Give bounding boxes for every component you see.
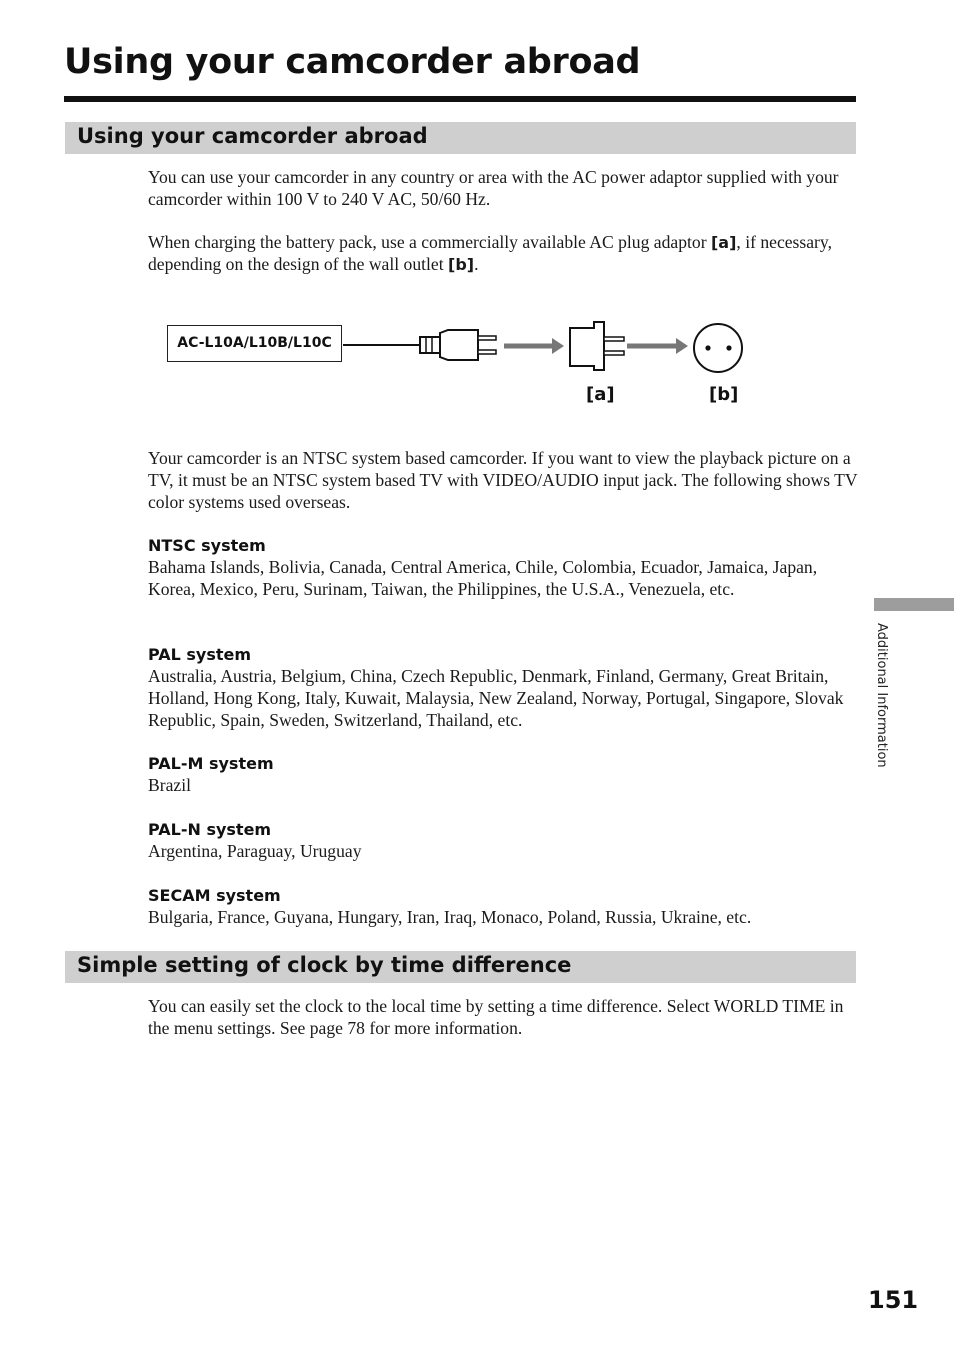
tv-system-countries: Brazil <box>148 775 191 795</box>
page-title: Using your camcorder abroad <box>64 42 641 82</box>
tv-system-name: PAL-N system <box>148 820 272 839</box>
section-heading-bar <box>65 951 856 983</box>
side-section-label: Additional Information <box>874 623 889 768</box>
label-b: [b] <box>709 384 739 405</box>
tv-system-block <box>148 535 858 601</box>
page-number: 151 <box>868 1286 919 1314</box>
tv-system-name: NTSC system <box>148 536 266 555</box>
paragraph-text: When charging the battery pack, use a commercially available AC plug adaptor <box>148 232 711 252</box>
label-a-inline: [a] <box>710 233 737 252</box>
tv-system-block <box>148 819 858 863</box>
tv-system-countries: Australia, Austria, Belgium, China, Czech Republic, Denmark, Finland, Germany, Great Britain, Holland, Hong Kong, Italy, Kuwait, Malaysia, New Zealand, Norway, Portugal, Singapore, Slovak Republic, Spain, Sweden, Switzerland, Thailand, etc. <box>148 666 844 730</box>
power-cord-plug-icon <box>343 330 496 360</box>
label-a: [a] <box>586 384 615 405</box>
tv-system-name: SECAM system <box>148 886 281 905</box>
paragraph-ntsc-info: Your camcorder is an NTSC system based camcorder. If you want to view the playback picture on a TV, it must be an NTSC system based TV with VIDEO/AUDIO input jack. The following shows TV color systems used overseas. <box>148 448 858 512</box>
arrow-right-icon <box>504 338 564 354</box>
tv-system-name: PAL-M system <box>148 754 274 773</box>
paragraph-clock-setting: You can easily set the clock to the local time by setting a time difference. Select WORLD TIME in the menu settings. See page 78 for more information. <box>148 996 844 1038</box>
paragraph-power-adaptor: You can use your camcorder in any country or area with the AC power adaptor supplied with your camcorder within 100 V to 240 V AC, 50/60 Hz. <box>148 167 839 209</box>
tv-system-countries: Argentina, Paraguay, Uruguay <box>148 841 362 861</box>
wall-outlet-icon <box>694 324 742 372</box>
tv-system-block <box>148 644 858 731</box>
plug-diagram <box>0 0 954 430</box>
label-b-inline: [b] <box>448 254 475 274</box>
section-heading-abroad: Using your camcorder abroad <box>77 124 428 148</box>
tv-system-countries: Bulgaria, France, Guyana, Hungary, Iran, Iraq, Monaco, Poland, Russia, Ukraine, etc. <box>148 907 752 927</box>
section-heading-clock: Simple setting of clock by time difference <box>77 953 572 977</box>
paragraph-text: . <box>474 253 479 274</box>
model-label-box: AC-L10A/L10B/L10C <box>167 325 342 362</box>
arrow-right-icon <box>627 338 688 354</box>
tv-system-countries: Bahama Islands, Bolivia, Canada, Central America, Chile, Colombia, Ecuador, Jamaica, Japan, Korea, Mexico, Peru, Surinam, Taiwan, the Philippines, the U.S.A., Venezuela, etc. <box>148 557 818 599</box>
tv-system-name: PAL system <box>148 645 252 664</box>
side-tab-marker <box>874 598 954 611</box>
paragraph-text: , if necessary, depending on the design of the wall outlet <box>148 232 832 274</box>
plug-adaptor-icon <box>570 322 624 370</box>
tv-system-block <box>148 753 858 797</box>
tv-system-block <box>148 885 858 929</box>
